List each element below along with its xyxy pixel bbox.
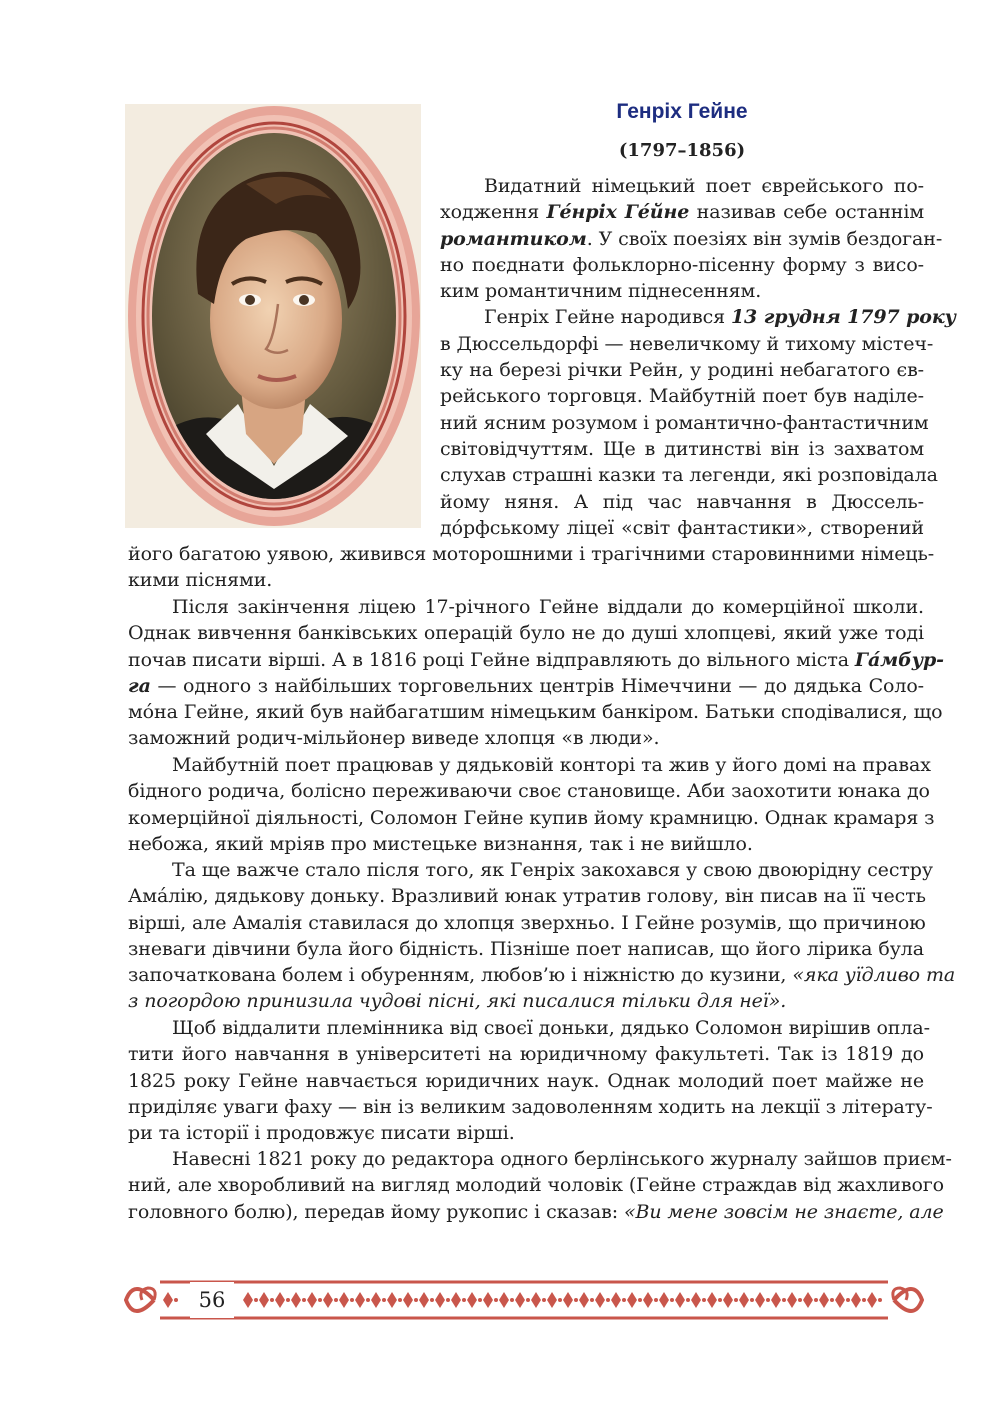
ornament-motif <box>691 1292 701 1308</box>
ornament-dot <box>814 1298 818 1302</box>
ornament-dot <box>302 1298 306 1302</box>
ornament-motif <box>259 1292 269 1308</box>
quote-emphasis: «Ви мене зовсім не знаєте, але <box>623 1200 944 1223</box>
ornament-motif <box>531 1292 541 1308</box>
ornament-motif <box>819 1292 829 1308</box>
ornament-dot <box>334 1298 338 1302</box>
ornament-dot <box>670 1298 674 1302</box>
text-line: ний ясним розумом і романтично-фантастичним <box>440 411 929 434</box>
ornament-dot <box>430 1298 434 1302</box>
ornament-dot <box>622 1298 626 1302</box>
text-line: 1825 року Гейне навчається юридичних наук. Однак молодий поет майже не <box>128 1069 924 1092</box>
ornament-dot <box>510 1298 514 1302</box>
text-line: вірші, але Амалія ставилася до хлопця зверхньо. І Гейне розумів, що причиною <box>128 911 926 934</box>
ornament-motif <box>787 1292 797 1308</box>
text-line: бідного родича, болісно переживаючи своє становище. Аби заохотити юнака до <box>128 780 930 803</box>
ornament-motif <box>675 1292 685 1308</box>
text-line: Ама́лію, дядькову доньку. Вразливий юнак утратив голову, він писав на її честь <box>128 885 926 908</box>
text-line: ходження Ге́нріх Ге́йне називав себе останнім <box>440 201 925 224</box>
paragraph-3 <box>128 752 935 857</box>
text-line: небожа, який мріяв про мистецьке визнання, так і не вийшло. <box>128 832 753 855</box>
ornament-dot <box>798 1298 802 1302</box>
ornament-dot <box>350 1298 354 1302</box>
ornament-dot <box>318 1298 322 1302</box>
text-line: йому няня. А під час навчання в Дюссель- <box>440 490 924 513</box>
footer-ornament <box>124 1272 924 1328</box>
page-title: Генріх Гейне <box>616 100 748 123</box>
ornament-motif <box>579 1292 589 1308</box>
life-years: (1797–1856) <box>618 140 746 161</box>
text-line: Генріх Гейне народився 13 грудня 1797 року <box>484 306 956 329</box>
ornament-dot <box>270 1298 274 1302</box>
ornament-motif <box>707 1292 717 1308</box>
ornament-motif <box>275 1292 285 1308</box>
ornament-motif <box>611 1292 621 1308</box>
ornament-motif <box>739 1292 749 1308</box>
text-line: ри та історії і продовжує писати вірші. <box>128 1122 515 1145</box>
ornament-dot <box>830 1298 834 1302</box>
ornament-dot <box>862 1298 866 1302</box>
ornament-motif <box>371 1292 381 1308</box>
ornament-dot <box>718 1298 722 1302</box>
text-line: заможний родич-мільйонер виведе хлопця «в люди». <box>128 727 660 750</box>
ornament-dot <box>686 1298 690 1302</box>
ornament-dot <box>382 1298 386 1302</box>
ornament-motif <box>323 1292 333 1308</box>
birth-date-emphasis: 13 грудня 1797 року <box>730 306 956 329</box>
text-line: ким романтичним піднесенням. <box>440 280 762 303</box>
text-line: Після закінчення ліцею 17-річного Гейне віддали до комерційної школи. <box>172 596 924 618</box>
ornament-motif <box>803 1292 813 1308</box>
text-line: но поєднати фольклорно-пісенну форму з висо- <box>440 253 924 276</box>
ornament-dot <box>846 1298 850 1302</box>
ornament-dot <box>478 1298 482 1302</box>
ornament-dot <box>414 1298 418 1302</box>
ornament-dot <box>590 1298 594 1302</box>
ornament-motif <box>755 1292 765 1308</box>
ornament-motif <box>387 1292 397 1308</box>
ornament-dot <box>734 1298 738 1302</box>
text-line <box>128 988 924 1014</box>
text-line: до́рфському ліцеї «світ фантастики», створений <box>440 516 924 539</box>
ornament-motif <box>291 1292 301 1308</box>
ornament-motif <box>419 1292 429 1308</box>
ornament-dot <box>286 1298 290 1302</box>
ornament-dot <box>574 1298 578 1302</box>
ornament-motif <box>467 1292 477 1308</box>
text-line: Однак вивчення банківських операцій було не до душі хлопцеві, який уже тоді <box>128 622 924 645</box>
ornament-motif <box>595 1292 605 1308</box>
ornament-motif <box>515 1292 525 1308</box>
text-line: слухав страшні казки та легенди, які розповідала <box>440 464 938 487</box>
ornament-motif <box>659 1292 669 1308</box>
page-number: 56 <box>190 1282 234 1318</box>
ornament-dot <box>174 1298 178 1302</box>
romantic-emphasis: романтиком <box>440 227 587 250</box>
text-line: головного болю), передав йому рукопис і сказав: «Ви мене зовсім не знаєте, але <box>128 1200 944 1223</box>
hamburg-emphasis: га <box>128 674 151 697</box>
ornament-dot <box>878 1298 882 1302</box>
text-line: почав писати вірші. А в 1816 році Гейне відправляють до вільного міста Га́мбур- <box>128 648 944 671</box>
text-line: комерційної діяльності, Соломон Гейне купив йому крамницю. Однак крамаря з <box>128 806 935 829</box>
ornament-dot <box>494 1298 498 1302</box>
ornament-motif <box>339 1292 349 1308</box>
ornament-dot <box>654 1298 658 1302</box>
text-line: кими піснями. <box>128 569 273 592</box>
ornament-motif <box>483 1292 493 1308</box>
paragraph-4 <box>128 857 956 1015</box>
ornament-dot <box>766 1298 770 1302</box>
text-line: в Дюссельдорфі — невеличкому й тихому містеч- <box>440 332 934 355</box>
text-line: світовідчуттям. Ще в дитинстві він із захватом <box>440 437 924 460</box>
text-line: приділяє уваги фаху — він із великим задоволенням ходить на лекції з літерату- <box>128 1095 933 1118</box>
text-line: романтиком. У своїх поезіях він зумів бездоган- <box>440 227 943 250</box>
ornament-motif <box>835 1292 845 1308</box>
text-line: зневаги дівчини була його бідність. Пізніше поет написав, що його лірика була <box>128 937 924 960</box>
ornament-motif <box>547 1292 557 1308</box>
text-line: мо́на Гейне, який був найбагатшим німецьким банкіром. Батьки сподівалися, що <box>128 701 943 724</box>
paragraph-6 <box>128 1146 952 1225</box>
paragraph-5 <box>128 1015 933 1146</box>
ornament-dot <box>542 1298 546 1302</box>
hamburg-emphasis: Га́мбур- <box>854 648 944 671</box>
text-line: Видатний німецький поет єврейського по- <box>484 175 924 197</box>
ornament-motif <box>435 1292 445 1308</box>
text-line: Щоб віддалити племінника від своєї доньки, дядько Соломон вирішив опла- <box>172 1017 930 1039</box>
text-line: Майбутній поет працював у дядьковій конторі та жив у його домі на правах <box>172 754 931 776</box>
ornament-motif <box>867 1292 877 1308</box>
ornament-dot <box>782 1298 786 1302</box>
ornament-motif <box>563 1292 573 1308</box>
ornament-dot <box>638 1298 642 1302</box>
ornament-motif <box>499 1292 509 1308</box>
ornament-motif <box>163 1292 173 1308</box>
ornament-dot <box>366 1298 370 1302</box>
ornament-motif <box>451 1292 461 1308</box>
ornament-motif <box>723 1292 733 1308</box>
quote-emphasis: з погордою принизила чудові пісні, які писалися тільки для неї». <box>128 990 787 1013</box>
text-line: ку на березі річки Рейн, у родині небагатого єв- <box>440 359 924 382</box>
ornament-dot <box>398 1298 402 1302</box>
text-line: його багатою уявою, живився моторошними і трагічними старовинними німець- <box>128 543 935 566</box>
ornament-motif <box>307 1292 317 1308</box>
text-line: га — одного з найбільших торговельних центрів Німеччини — до дядька Соло- <box>128 674 924 697</box>
ornament-dot <box>446 1298 450 1302</box>
ornament-dot <box>702 1298 706 1302</box>
ornament-motif <box>355 1292 365 1308</box>
ornament-dot <box>462 1298 466 1302</box>
ornament-dot <box>750 1298 754 1302</box>
ornament-motif <box>403 1292 413 1308</box>
ornament-motif <box>851 1292 861 1308</box>
poet-name-emphasis: Ге́нріх Ге́йне <box>546 201 690 224</box>
ornament-dot <box>254 1298 258 1302</box>
paragraph-2 <box>128 594 944 752</box>
ornament-motif <box>243 1292 253 1308</box>
ornament-motif <box>643 1292 653 1308</box>
text-line: рейського торговця. Майбутній поет був наділе- <box>440 385 924 408</box>
ornament-motif <box>771 1292 781 1308</box>
ornament-dot <box>558 1298 562 1302</box>
quote-emphasis: «яка уїдливо та <box>792 964 956 987</box>
text-line: ний, але хворобливий на вигляд молодий чоловік (Гейне страждав від жахливого <box>128 1174 944 1197</box>
text-line: Навесні 1821 року до редактора одного берлінського журналу зайшов приєм- <box>172 1148 952 1170</box>
ornament-motif <box>627 1292 637 1308</box>
text-line: тити його навчання в університеті на юридичному факультеті. Так із 1819 до <box>128 1043 924 1066</box>
intro-text-block <box>128 173 956 594</box>
ornament-dot <box>606 1298 610 1302</box>
text-line: Та ще важче стало після того, як Генріх закохався у свою двоюрідну сестру <box>172 859 933 881</box>
text-line: започаткована болем і обуренням, любов’ю і ніжністю до кузини, «яка уїдливо та <box>128 964 956 987</box>
ornament-dot <box>526 1298 530 1302</box>
